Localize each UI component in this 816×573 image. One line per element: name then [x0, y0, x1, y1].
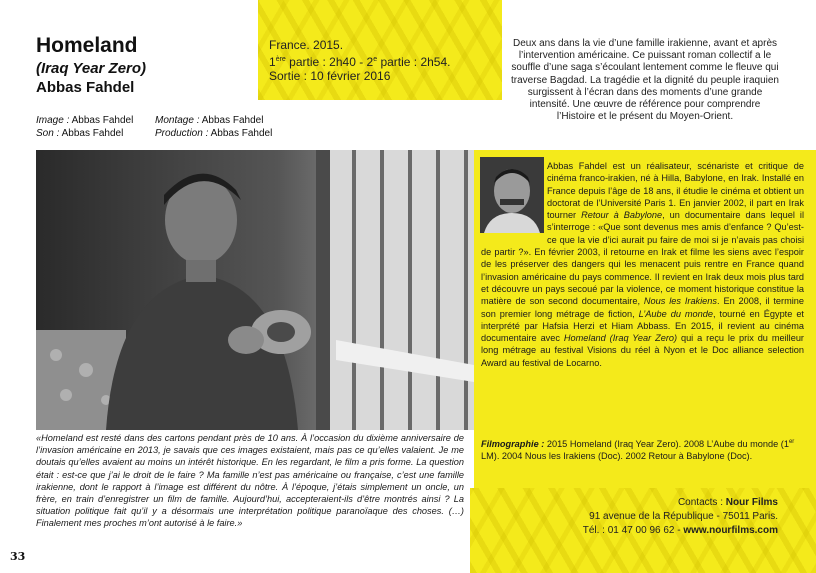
credit-image [36, 114, 133, 127]
credit-montage-label: Montage : [155, 115, 200, 126]
credit-son-label: Son : [36, 128, 60, 139]
filmography-label: Filmographie : [481, 439, 545, 450]
credit-production-label: Production : [155, 128, 209, 139]
director-bio: Abbas Fahdel est un réalisateur, scénariste et critique de cinéma franco-irakien, né à Hilla, Babylone, en Irak. Installé en France depuis l’âge de 18 ans, il étudie le cinéma et obtient un doctorat de l’Université Paris 1. En janvier 2002, il part en Irak tourner Retour à Babylone, un documentaire dans lequel il s’interroge : «Que sont devenus mes amis d’enfance ? Qu’est-ce que la vie d’ici aurait pu faire de moi si je n’avais pas choisi de partir ?». En février 2003, il retourne en Irak et filme les siens avec l’espoir de les préserver des dangers qui les menacent puis rentre en France quand l’invasion américaine du pays commence. Il revient en Irak deux mois plus tard et découvre un pays secoué par la violence, ce moment historique constitue la matière de son second documentaire, Nous les Irakiens. En 2008, il termine son premier long métrage de fiction, L’Aube du monde, tourné en Égypte et interprété par Hafsia Herzi et Hiam Abbass. En 2015, il revient au cinéma documentaire avec Homeland (Iraq Year Zero) qui a reçu le prix du meilleur long métrage au festival Visions du réel à Nyon et le Doc alliance selection Award au festival de Locarno. [481, 161, 805, 368]
film-retour-a-babylone: Retour à Babylone [581, 210, 663, 221]
credit-image-value: Abbas Fahdel [69, 115, 134, 126]
film-homeland: Homeland (Iraq Year Zero) [563, 333, 678, 344]
credit-montage-value: Abbas Fahdel [199, 115, 264, 126]
phone-web: Tél. : 01 47 00 96 62 - www.nourfilms.com [582, 525, 778, 536]
release-date: Sortie : 10 février 2016 [269, 69, 391, 83]
page-number: 33 [10, 550, 26, 563]
contacts-line: Contacts : Nour Films [677, 497, 778, 508]
director-portrait [480, 157, 544, 233]
country-year: France. 2015. [269, 38, 344, 52]
credit-image-label: Image : [36, 115, 70, 126]
film-title: Homeland [36, 34, 138, 57]
filmography: Filmographie : 2015 Homeland (Iraq Year Zero). 2008 L’Aube du monde (1er LM). 2004 Nous les Irakiens (Doc). 2002 Retour à Babylone (Doc). [481, 439, 795, 462]
credit-son-value: Abbas Fahdel [59, 128, 124, 139]
film-info [269, 38, 451, 84]
film-nous-les-irakiens: Nous les Irakiens [643, 296, 718, 307]
film-subtitle: (Iraq Year Zero) [36, 60, 147, 77]
credit-montage [155, 114, 263, 127]
synopsis: Deux ans dans la vie d’une famille irakienne, avant et après l’intervention américaine. Ce puissant roman collectif a le souffle d’une saga s’écoulant lentement comme le fleuve qui traverse Bagdad. La tragédie et la dignité du peuple iraquien surgissent à l’écran dans des moments d’une grande intensité. Une œuvre de référence pour comprendre l’Histoire et le présent du Moyen-Orient. [511, 38, 779, 123]
website-link[interactable]: www.nourfilms.com [683, 525, 778, 536]
credit-production-value: Abbas Fahdel [208, 128, 273, 139]
duration: 1ère partie : 2h40 - 2e partie : 2h54. [269, 54, 451, 69]
film-director: Abbas Fahdel [36, 79, 135, 96]
director-quote: «Homeland est resté dans des cartons pendant près de 10 ans. À l’occasion du dixième anniversaire de l’invasion américaine en 2013, je savais que ces images existaient, mais pas ce qu’elles valaient. Je me doutais qu’elles avaient au moins un intérêt historique. En les regardant, le film a pris forme. La question était : est-ce que j’ai le droit de le faire ? Ma famille n’est pas américaine ou française, c’est une famille irakienne, dont le rapport à l’image est différent du nôtre. À l’époque, j’étais simplement un oncle, un frère, en train d’enregistrer un film de famille. Aujourd’hui, accepteraient-ils d’être montrés ainsi ? La situation politique fait qu’il y a désormais une interprétation politique paranoïaque des choses. (…) Finalement mes proches m’ont autorisé à le faire.» [36, 433, 464, 529]
credit-production [155, 127, 272, 140]
distributor-name: Nour Films [725, 497, 778, 508]
credit-son [36, 127, 123, 140]
film-aube-du-monde: L’Aube du monde [638, 308, 713, 319]
contacts-block [520, 496, 778, 538]
film-still-photo [36, 150, 474, 430]
address: 91 avenue de la République - 75011 Paris. [589, 511, 778, 522]
